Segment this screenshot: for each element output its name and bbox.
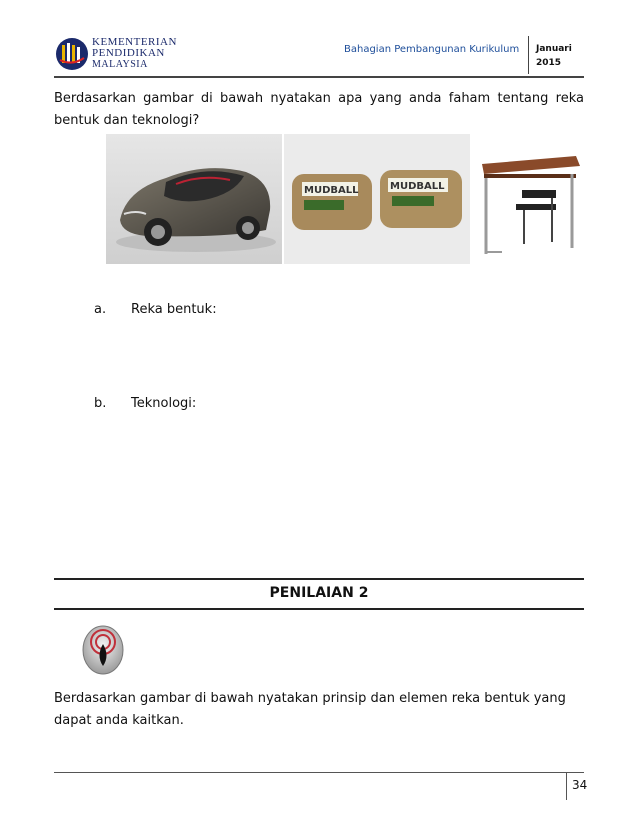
header-year: 2015 — [536, 58, 562, 68]
logo-line-1: KEMENTERIAN — [92, 36, 177, 48]
item-a-letter: a. — [94, 302, 107, 317]
assessment-icon — [80, 620, 126, 678]
header-division: Bahagian Pembangunan Kurikulum — [344, 44, 520, 55]
section-rule-bottom — [54, 608, 584, 610]
mudball-label-2: MUDBALL — [390, 181, 445, 192]
header-divider — [528, 36, 529, 74]
item-b-letter: b. — [94, 396, 107, 411]
concept-car-image — [106, 134, 282, 264]
question-1-prompt: Berdasarkan gambar di bawah nyatakan apa yang anda faham tentang reka bentuk dan teknologi? — [54, 91, 584, 128]
logo-line-3: MALAYSIA — [92, 59, 148, 70]
logo-wordmark — [92, 37, 177, 70]
school-desk-chair-image — [472, 134, 582, 264]
item-a-label: Reka bentuk: — [131, 302, 217, 317]
ministry-emblem-icon — [54, 36, 90, 72]
section-title: PENILAIAN 2 — [269, 585, 369, 601]
section-rule-top — [54, 578, 584, 580]
header-month: Januari — [536, 44, 572, 54]
logo-line-2: PENDIDIKAN — [92, 47, 165, 59]
header-date — [536, 42, 572, 70]
mudball-packs-image — [284, 134, 470, 264]
footer-divider — [566, 772, 567, 800]
question-2-prompt: Berdasarkan gambar di bawah nyatakan prinsip dan elemen reka bentuk yang dapat anda kaitkan. — [54, 691, 566, 728]
item-b-label: Teknologi: — [131, 396, 197, 411]
page-header — [0, 0, 638, 80]
ministry-logo — [54, 36, 204, 72]
footer-rule — [54, 772, 584, 773]
page-number: 34 — [572, 778, 588, 792]
header-rule — [54, 76, 584, 78]
image-strip — [106, 134, 582, 264]
mudball-label-1: MUDBALL — [304, 185, 359, 196]
